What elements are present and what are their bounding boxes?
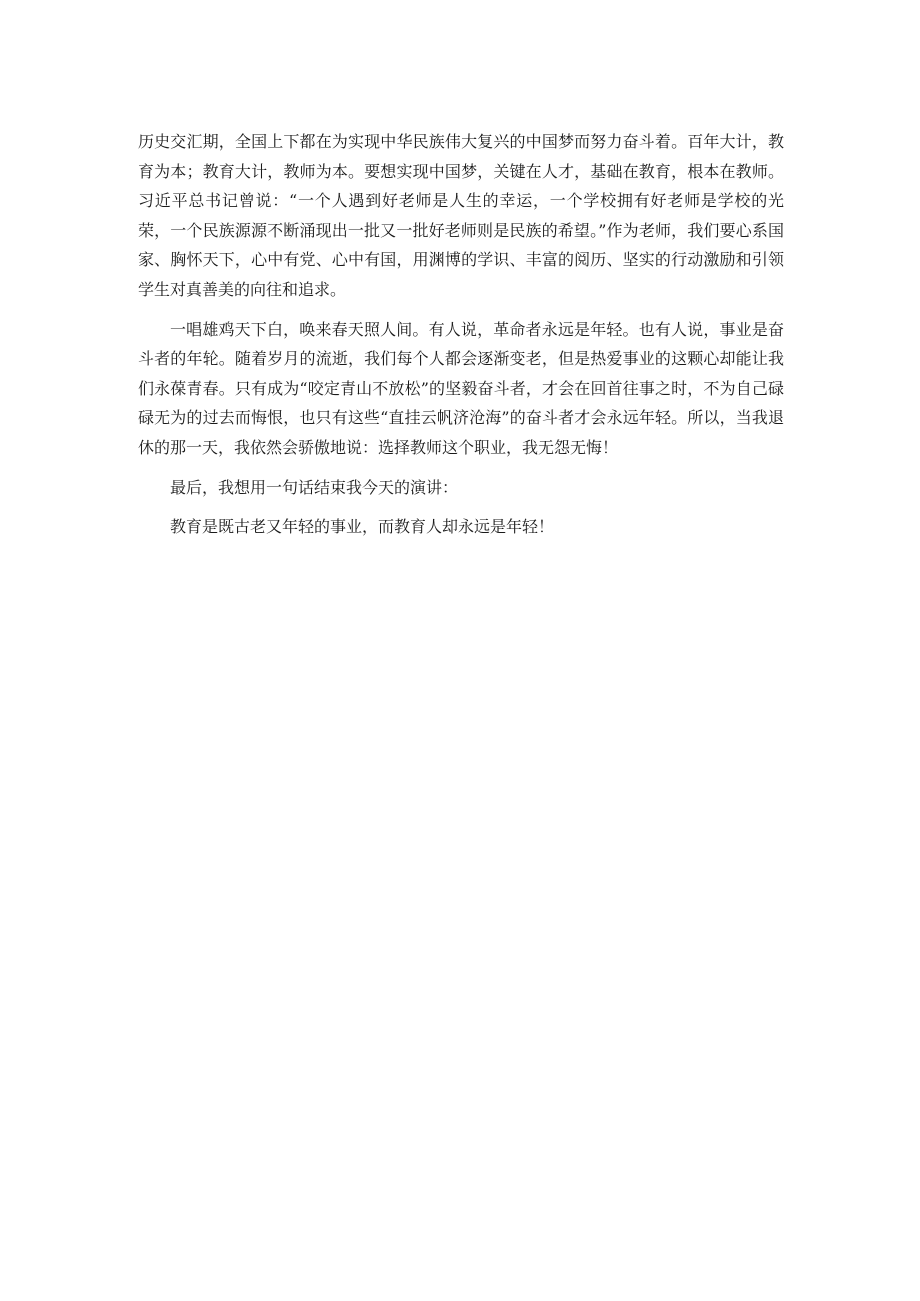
paragraph-youth: 一唱雄鸡天下白，唤来春天照人间。有人说，革命者永远是年轻。也有人说，事业是奋斗者的年轮。随着岁月的流逝，我们每个人都会逐渐变老，但是热爱事业的这颗心却能让我们永葆青春。只有成为“咬定青山不放松”的坚毅奋斗者，才会在回首往事之时，不为自己碌碌无为的过去而悔恨，也只有这些“直挂云帆济沧海”的奋斗者才会永远年轻。所以，当我退休的那一天，我依然会骄傲地说：选择教师这个职业，我无怨无悔！ — [138, 319, 784, 457]
document-body — [138, 127, 784, 552]
paragraph-closing-statement: 教育是既古老又年轻的事业，而教育人却永远是年轻！ — [170, 517, 555, 537]
paragraph-continuation: 历史交汇期，全国上下都在为实现中华民族伟大复兴的中国梦而努力奋斗着。百年大计，教育为本；教育大计，教师为本。要想实现中国梦，关键在人才，基础在教育，根本在教师。习近平总书记曾说：“一个人遇到好老师是人生的幸运，一个学校拥有好老师是学校的光荣，一个民族源源不断涌现出一批又一批好老师则是民族的希望。”作为老师，我们要心系国家、胸怀天下，心中有党、心中有国，用渊博的学识、丰富的阅历、坚实的行动激励和引领学生对真善美的向往和追求。 — [138, 132, 784, 299]
paragraph-closing-intro: 最后，我想用一句话结束我今天的演讲： — [170, 477, 459, 497]
